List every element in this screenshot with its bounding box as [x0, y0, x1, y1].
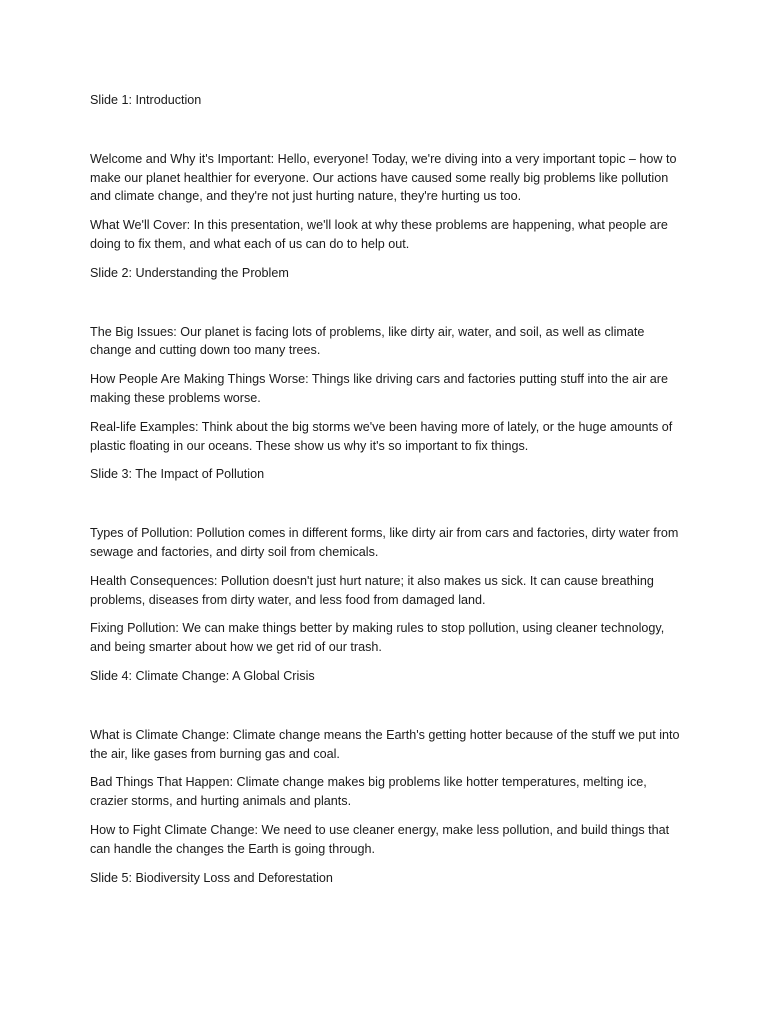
slide-heading: Slide 2: Understanding the Problem — [90, 265, 289, 280]
slide-heading: Slide 3: The Impact of Pollution — [90, 467, 265, 482]
paragraph: What is Climate Change: Climate change means the Earth's getting hotter because of the stuff we put into the air, like gases from burning gas and coal. — [90, 727, 680, 761]
paragraph: Welcome and Why it's Important: Hello, everyone! Today, we're diving into a very important topic – how to make our planet healthier for everyone. Our actions have caused some really big problems like pollution and climate change, and they're not just hurting nature, they're hurting us too. — [90, 151, 677, 204]
paragraph: Bad Things That Happen: Climate change makes big problems like hotter temperatures, melting ice, crazier storms, and hurting animals and plants. — [90, 775, 647, 809]
section-gap — [90, 686, 686, 726]
slide-section-3 — [90, 465, 686, 657]
paragraph: How People Are Making Things Worse: Things like driving cars and factories putting stuff into the air are making these problems worse. — [90, 372, 668, 405]
slide-heading: Slide 5: Biodiversity Loss and Deforestation — [90, 870, 333, 885]
slide-heading: Slide 4: Climate Change: A Global Crisis — [90, 668, 315, 683]
paragraph: How to Fight Climate Change: We need to use cleaner energy, make less pollution, and build things that can handle the changes the Earth is going through. — [90, 822, 670, 856]
section-gap — [90, 110, 686, 150]
paragraph: What We'll Cover: In this presentation, we'll look at why these problems are happening, what people are doing to fix them, and what each of us can do to help out. — [90, 218, 668, 251]
paragraph: Real-life Examples: Think about the big storms we've been having more of lately, or the huge amounts of plastic floating in our oceans. These show us why it's so important to fix things. — [90, 419, 673, 453]
slide-section-4 — [90, 667, 686, 859]
paragraph: Health Consequences: Pollution doesn't just hurt nature; it also makes us sick. It can cause breathing problems, diseases from dirty water, and less food from damaged land. — [90, 573, 654, 607]
paragraph: Types of Pollution: Pollution comes in different forms, like dirty air from cars and factories, dirty water from sewage and factories, and dirty soil from chemicals. — [90, 526, 679, 559]
slide-section-2 — [90, 264, 686, 456]
document-body — [90, 91, 686, 887]
paragraph: Fixing Pollution: We can make things better by making rules to stop pollution, using cleaner technology, and being smarter about how we get rid of our trash. — [90, 621, 665, 655]
slide-section-5 — [90, 869, 686, 888]
paragraph: The Big Issues: Our planet is facing lots of problems, like dirty air, water, and soil, as well as climate change and cutting down too many trees. — [90, 324, 645, 358]
slide-section-1 — [90, 91, 686, 254]
slide-heading: Slide 1: Introduction — [90, 93, 202, 107]
section-gap — [90, 283, 686, 323]
section-gap — [90, 484, 686, 524]
